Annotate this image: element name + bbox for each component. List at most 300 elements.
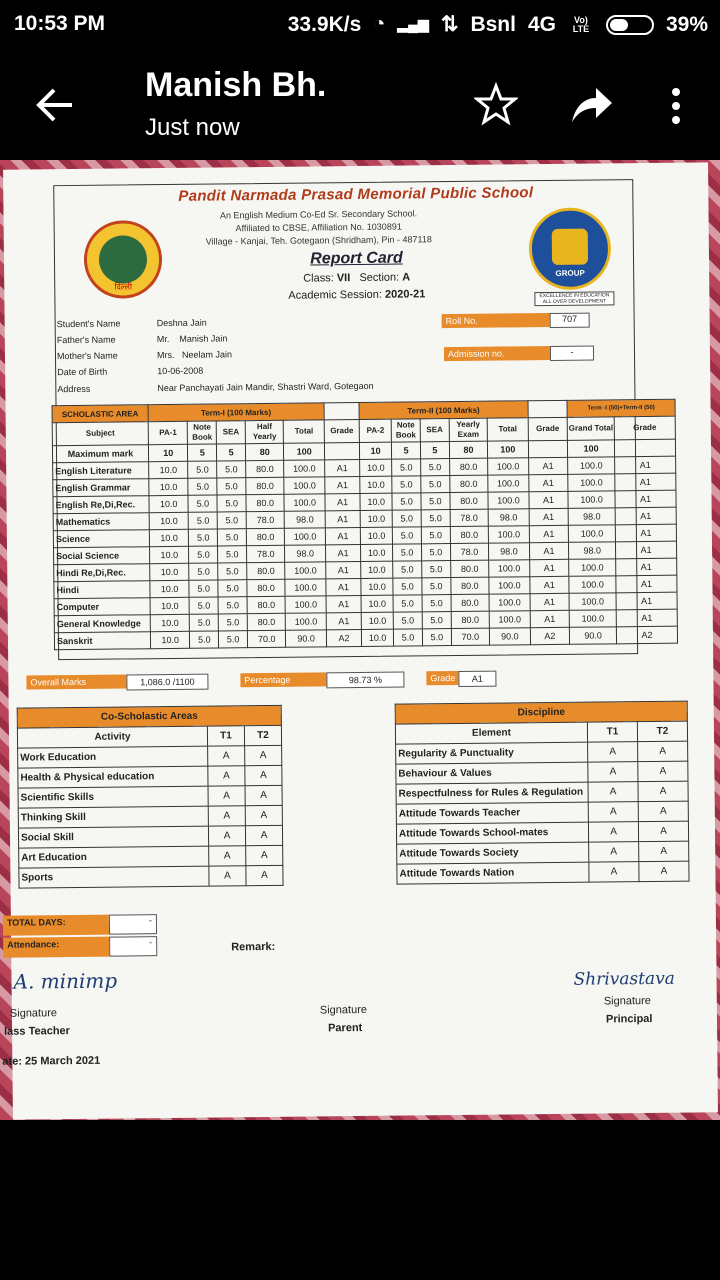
mark-cell: 5.0	[422, 561, 451, 578]
mark-cell: 100.0	[568, 457, 615, 474]
discipline-grade: A	[588, 742, 638, 763]
mark-cell: A1	[615, 490, 676, 508]
mark-cell: 5.0	[217, 461, 246, 478]
max-mark-cell: 5	[188, 444, 217, 461]
blank-header-1	[324, 403, 359, 420]
column-header: Subject	[52, 422, 148, 446]
term2-header: Term-II (100 Marks)	[359, 401, 528, 420]
co-scholastic-body	[18, 745, 283, 888]
report-card-photo[interactable]	[0, 160, 720, 1120]
activity-grade: A	[245, 785, 282, 805]
mark-cell: 10.0	[361, 595, 393, 612]
mother-prefix: Mrs.	[156, 349, 175, 361]
discipline-name: Behaviour & Values	[396, 762, 588, 784]
mark-cell: 5.0	[218, 614, 247, 631]
discipline-name: Attitude Towards Nation	[397, 862, 589, 884]
mark-cell: 98.0	[569, 542, 616, 559]
column-header: Grand Total	[567, 417, 614, 440]
mark-cell: 5.0	[421, 459, 450, 476]
activity-row	[19, 845, 283, 868]
column-header: Total	[284, 420, 325, 443]
mark-cell: 5.0	[217, 478, 246, 495]
discipline-grade: A	[588, 782, 638, 803]
arrow-back-icon[interactable]	[30, 80, 80, 130]
subject-name: Science	[53, 530, 149, 548]
mark-cell: 80.0	[246, 460, 285, 477]
discipline-grade: A	[588, 802, 638, 823]
mark-cell: A1	[325, 476, 360, 493]
father-label: Father's Name	[56, 334, 116, 346]
grade-value: A1	[458, 671, 496, 687]
mark-cell: A2	[326, 629, 361, 646]
mark-cell: 10.0	[362, 629, 394, 646]
father-name	[157, 333, 228, 344]
mark-cell: 10.0	[149, 461, 189, 478]
star-icon[interactable]	[474, 82, 518, 126]
mark-cell: A2	[616, 626, 677, 644]
mark-cell: 100.0	[489, 611, 530, 628]
mark-cell: 80.0	[247, 562, 286, 579]
mark-cell: 5.0	[392, 493, 421, 510]
activity-grade: A	[208, 786, 245, 806]
principal-signature: Shrivastava	[573, 968, 675, 990]
discipline-table	[395, 701, 690, 885]
discipline-grade: A	[589, 862, 639, 883]
discipline-grade: A	[638, 761, 688, 782]
principal-role: Principal	[605, 1012, 653, 1026]
marks-body	[53, 456, 678, 650]
mark-cell: A1	[615, 473, 676, 491]
mark-cell: 10.0	[149, 512, 189, 529]
max-mark-cell: 80	[449, 441, 488, 458]
mark-cell: 5.0	[190, 631, 219, 648]
mark-cell: 98.0	[488, 509, 529, 526]
attendance-label: Attendance:	[3, 937, 109, 958]
max-mark-cell	[528, 440, 568, 457]
mark-cell: 5.0	[421, 476, 450, 493]
mark-cell: 5.0	[189, 597, 218, 614]
subject-name: Hindi	[54, 581, 150, 599]
class-value: VII	[336, 272, 351, 285]
father-value: Manish Jain	[179, 333, 228, 344]
mark-cell: 10.0	[150, 631, 190, 648]
mark-cell: A1	[528, 457, 568, 474]
grade-label: Grade	[426, 671, 458, 685]
mark-cell: 78.0	[246, 511, 285, 528]
mark-cell: 78.0	[450, 509, 489, 526]
subject-name: Sanskrit	[54, 632, 150, 650]
wifi-icon: ◔	[373, 13, 386, 35]
school-name: Pandit Narmada Prasad Memorial Public School	[178, 184, 534, 205]
battery-icon	[606, 15, 654, 35]
mark-cell: 5.0	[188, 495, 217, 512]
teacher-signature: A. minimp	[13, 968, 118, 994]
mark-cell: 100.0	[569, 559, 616, 576]
admission-value: -	[550, 346, 594, 361]
activity-grade: A	[245, 765, 282, 785]
mark-cell: 5.0	[189, 580, 218, 597]
mark-cell: 78.0	[247, 545, 286, 562]
max-mark-cell: 10	[360, 442, 392, 459]
activity-row	[19, 865, 283, 888]
mark-cell: A2	[530, 627, 570, 644]
column-header: Half Yearly	[245, 420, 284, 443]
max-mark-cell: 10	[148, 444, 188, 461]
mark-cell: 80.0	[247, 596, 286, 613]
discipline-grade: A	[639, 861, 689, 882]
dob-label: Date of Birth	[57, 366, 108, 378]
mark-cell: 5.0	[218, 597, 247, 614]
mark-cell: 100.0	[285, 579, 326, 596]
max-mark-cell: Maximum mark	[52, 445, 148, 463]
mark-cell: 100.0	[489, 560, 530, 577]
admission-label: Admission no.	[444, 346, 550, 361]
mark-cell: 10.0	[360, 459, 392, 476]
activity-name: Art Education	[19, 846, 209, 868]
discipline-body	[396, 741, 689, 884]
discipline-name: Attitude Towards Teacher	[396, 802, 588, 824]
activity-name: Thinking Skill	[18, 806, 208, 828]
activity-grade: A	[246, 845, 283, 865]
mother-value: Neelam Jain	[181, 349, 233, 360]
scholastic-table	[52, 399, 679, 651]
mark-cell: 10.0	[149, 546, 189, 563]
mark-cell: 5.0	[421, 510, 450, 527]
mark-cell: A1	[529, 559, 569, 576]
mark-cell: 10.0	[149, 495, 189, 512]
overall-label: Overall Marks	[26, 674, 126, 689]
mark-cell: 100.0	[489, 594, 530, 611]
activity-row	[18, 805, 282, 828]
activity-grade: A	[245, 745, 282, 765]
mark-cell: 5.0	[189, 529, 218, 546]
parent-role: Parent	[327, 1022, 363, 1035]
mark-cell: 70.0	[247, 630, 286, 647]
roll-value: 707	[550, 313, 590, 328]
mark-cell: 5.0	[188, 478, 217, 495]
mark-cell: 10.0	[360, 510, 392, 527]
share-icon[interactable]	[568, 82, 614, 126]
term1-header: Term-I (100 Marks)	[148, 403, 324, 422]
mark-cell: 5.0	[392, 510, 421, 527]
total-days-label: TOTAL DAYS:	[3, 915, 109, 936]
mark-cell: 5.0	[421, 527, 450, 544]
mark-cell: A1	[326, 578, 361, 595]
mark-cell: 100.0	[284, 460, 325, 477]
discipline-column-header: T2	[637, 721, 687, 742]
mark-cell: 100.0	[488, 492, 529, 509]
mark-cell: 100.0	[285, 596, 326, 613]
mark-cell: 5.0	[393, 595, 422, 612]
discipline-grade: A	[588, 762, 638, 783]
mark-cell: 5.0	[422, 578, 451, 595]
mark-cell: 98.0	[285, 545, 326, 562]
max-mark-cell: 5	[420, 442, 449, 459]
mark-cell: 10.0	[361, 612, 393, 629]
subject-name: English Literature	[53, 462, 149, 480]
mark-cell: 10.0	[150, 580, 190, 597]
mark-cell: 5.0	[393, 561, 422, 578]
discipline-column-header: T1	[587, 722, 637, 743]
mark-cell: 80.0	[450, 475, 489, 492]
activity-grade: A	[208, 826, 245, 846]
mark-cell: 5.0	[422, 595, 451, 612]
mark-cell: 100.0	[284, 494, 325, 511]
timestamp: Just now	[145, 114, 240, 141]
school-line-1: An English Medium Co-Ed Sr. Secondary School.	[219, 208, 418, 221]
activity-grade: A	[208, 766, 245, 786]
mark-cell: 5.0	[188, 461, 217, 478]
percentage-value: 98.73 %	[326, 672, 404, 689]
mark-cell: 80.0	[450, 526, 489, 543]
activity-name: Work Education	[18, 746, 208, 768]
status-time: 10:53 PM	[14, 12, 106, 35]
battery-percent: 39%	[665, 12, 708, 36]
discipline-name: Respectfulness for Rules & Regulation	[396, 782, 588, 804]
activity-grade: A	[208, 806, 245, 826]
student-name: Deshna Jain	[156, 317, 207, 329]
mark-cell: 10.0	[361, 544, 393, 561]
mark-cell: A1	[325, 459, 360, 476]
mark-cell: 10.0	[360, 493, 392, 510]
discipline-row	[397, 861, 689, 884]
mark-cell: 80.0	[451, 577, 490, 594]
mark-cell: 100.0	[569, 610, 616, 627]
activity-row	[18, 825, 282, 848]
father-prefix: Mr.	[156, 333, 170, 345]
discipline-name: Regularity & Punctuality	[396, 742, 588, 764]
subject-name: Mathematics	[53, 513, 149, 531]
mark-cell: 5.0	[394, 629, 423, 646]
mark-cell: A1	[326, 612, 361, 629]
mark-cell: 80.0	[247, 579, 286, 596]
remark-label: Remark:	[231, 940, 276, 954]
max-mark-cell: 80	[245, 443, 284, 460]
mark-cell: A1	[326, 595, 361, 612]
max-mark-cell	[614, 439, 675, 457]
school-line-2: Affiliated to CBSE, Affiliation No. 1030891	[235, 221, 402, 234]
discipline-grade: A	[638, 741, 688, 762]
mark-cell: 5.0	[422, 612, 451, 629]
subject-name: Computer	[54, 598, 150, 616]
activity-column-header: T2	[244, 725, 281, 745]
discipline-name: Attitude Towards School-mates	[396, 822, 588, 844]
school-logo-text: GROUP	[555, 268, 585, 278]
mother-label: Mother's Name	[56, 350, 118, 362]
school-details	[103, 206, 533, 250]
mark-cell: A1	[529, 508, 569, 525]
mark-cell: 80.0	[450, 560, 489, 577]
activity-grade: A	[209, 846, 246, 866]
status-bar	[0, 0, 720, 50]
co-scholastic-table	[17, 705, 284, 889]
session-label: Academic Session:	[288, 288, 382, 302]
mark-cell: 5.0	[217, 495, 246, 512]
activity-grade: A	[209, 866, 246, 886]
mark-cell: 100.0	[285, 562, 326, 579]
mark-cell: 5.0	[189, 512, 218, 529]
mark-cell: A1	[325, 544, 360, 561]
mark-cell: 5.0	[218, 529, 247, 546]
mark-cell: 98.0	[568, 508, 615, 525]
discipline-grade: A	[588, 822, 638, 843]
carrier-name: Bsnl	[470, 12, 516, 36]
mark-cell: 80.0	[246, 528, 285, 545]
mark-cell: 5.0	[219, 631, 248, 648]
mark-cell: 5.0	[392, 476, 421, 493]
cbse-logo-text: दिल्ली	[114, 282, 133, 292]
more-vert-icon[interactable]	[660, 84, 692, 128]
co-scholastic-header-row	[17, 725, 281, 748]
discipline-name: Attitude Towards Society	[397, 842, 589, 864]
sender-name: Manish Bh.	[145, 66, 327, 104]
report-date: ate: 25 March 2021	[2, 1054, 101, 1068]
activity-grade: A	[246, 865, 283, 885]
column-header: Grade	[528, 417, 568, 440]
mark-cell: A1	[326, 561, 361, 578]
mark-cell: 10.0	[149, 478, 189, 495]
mark-cell: A1	[616, 541, 677, 559]
total-days-value: -	[109, 914, 157, 935]
section-label: Section:	[359, 271, 400, 284]
subject-name: English Grammar	[53, 479, 149, 497]
mark-cell: A1	[530, 610, 570, 627]
school-line-3: Village - Kanjai, Teh. Gotegaon (Shridham), Pin - 487118	[205, 234, 432, 247]
address-value: Near Panchayati Jain Mandir, Shastri Ward, Gotegaon	[157, 380, 374, 394]
overall-value: 1,086.0 /1100	[126, 674, 208, 691]
activity-grade: A	[245, 825, 282, 845]
mark-cell: 98.0	[489, 543, 530, 560]
mark-cell: 10.0	[361, 561, 393, 578]
mark-cell: 5.0	[392, 527, 421, 544]
subject-name: General Knowledge	[54, 615, 150, 633]
co-scholastic-title: Co-Scholastic Areas	[17, 705, 281, 728]
combined-header: Term -I (50)+Term-II (50)	[567, 399, 675, 417]
mark-cell: A1	[616, 592, 677, 610]
max-mark-cell: 5	[392, 442, 421, 459]
subject-name: Social Science	[54, 547, 150, 565]
max-mark-cell: 100	[284, 443, 325, 460]
max-mark-cell	[324, 442, 359, 459]
mark-cell: A1	[529, 491, 569, 508]
activity-column-header: T1	[207, 726, 244, 746]
blank-header-2	[528, 400, 568, 417]
mark-cell: 80.0	[450, 492, 489, 509]
activity-grade: A	[208, 746, 245, 766]
mark-cell: 100.0	[488, 526, 529, 543]
report-card-title: Report Card	[310, 249, 403, 268]
mark-cell: A1	[528, 474, 568, 491]
mark-cell: 5.0	[189, 546, 218, 563]
column-header: PA-1	[148, 421, 188, 444]
mark-cell: 5.0	[218, 546, 247, 563]
mark-cell: 100.0	[488, 458, 529, 475]
mark-cell: 100.0	[286, 613, 327, 630]
mark-cell: 5.0	[190, 614, 219, 631]
class-label: Class:	[303, 272, 334, 285]
column-header: Note Book	[188, 421, 217, 444]
mark-cell: 100.0	[568, 474, 615, 491]
activity-grade: A	[245, 805, 282, 825]
mark-cell: 80.0	[247, 613, 286, 630]
mark-cell: A1	[325, 510, 360, 527]
mark-cell: 80.0	[451, 594, 490, 611]
report-card-paper	[3, 162, 718, 1119]
activity-name: Scientific Skills	[18, 786, 208, 808]
mark-cell: 100.0	[568, 491, 615, 508]
mark-cell: A1	[616, 558, 677, 576]
column-header: Grade	[324, 420, 359, 443]
section-value: A	[402, 271, 411, 284]
activity-name: Social Skill	[18, 826, 208, 848]
mark-cell: A1	[530, 576, 570, 593]
mark-cell: A1	[615, 456, 676, 474]
scholastic-area-header: SCHOLASTIC AREA	[52, 405, 148, 423]
column-header: SEA	[216, 421, 245, 444]
mark-cell: 100.0	[488, 475, 529, 492]
mark-cell: 90.0	[489, 628, 530, 645]
mark-cell: 80.0	[246, 477, 285, 494]
network-type: 4G	[527, 12, 556, 36]
mark-cell: 5.0	[393, 612, 422, 629]
discipline-grade: A	[639, 841, 689, 862]
mark-cell: 10.0	[361, 578, 393, 595]
mark-cell: 100.0	[285, 528, 326, 545]
mark-cell: 10.0	[360, 527, 392, 544]
column-header: PA-2	[359, 419, 391, 442]
column-header: SEA	[420, 419, 449, 442]
mark-cell: 10.0	[150, 614, 190, 631]
parent-sig-label: Signature	[319, 1003, 368, 1017]
mark-cell: 5.0	[218, 580, 247, 597]
activity-row	[18, 745, 282, 768]
mark-cell: 5.0	[392, 459, 421, 476]
activity-name: Health & Physical education	[18, 766, 208, 788]
mark-cell: 5.0	[217, 512, 246, 529]
discipline-title: Discipline	[395, 701, 687, 724]
principal-sig-label: Signature	[603, 994, 651, 1008]
teacher-sig-label: Signature	[9, 1007, 58, 1020]
teacher-role: lass Teacher	[4, 1025, 70, 1038]
column-header: Total	[487, 418, 528, 441]
max-mark-cell: 100	[488, 441, 529, 458]
mark-cell: 90.0	[286, 630, 327, 647]
mark-cell: 98.0	[285, 511, 326, 528]
session-value: 2020-21	[384, 288, 426, 301]
discipline-column-header: Element	[395, 722, 587, 744]
network-speed: 33.9K/s	[287, 12, 362, 36]
mark-cell: 5.0	[218, 563, 247, 580]
mark-cell: 80.0	[449, 458, 488, 475]
mark-cell: 100.0	[569, 576, 616, 593]
mark-cell: A1	[616, 609, 677, 627]
mark-cell: A1	[325, 527, 360, 544]
signal-icon: ▂▄▆	[397, 16, 429, 32]
column-header: Grade	[614, 416, 675, 440]
attendance-value: -	[109, 936, 157, 957]
subject-name: English Re,Di,Rec.	[53, 496, 149, 514]
volte-icon: Vo) LTE	[572, 14, 590, 34]
mark-cell: 90.0	[570, 627, 617, 644]
activity-column-header: Activity	[17, 726, 207, 748]
data-arrows-icon: ⇅	[440, 13, 459, 36]
mark-cell: A1	[615, 524, 676, 542]
mark-cell: 5.0	[189, 563, 218, 580]
mark-cell: 80.0	[451, 611, 490, 628]
mark-cell: A1	[530, 593, 570, 610]
roll-label: Roll No.	[442, 313, 550, 328]
activity-row	[18, 785, 282, 808]
